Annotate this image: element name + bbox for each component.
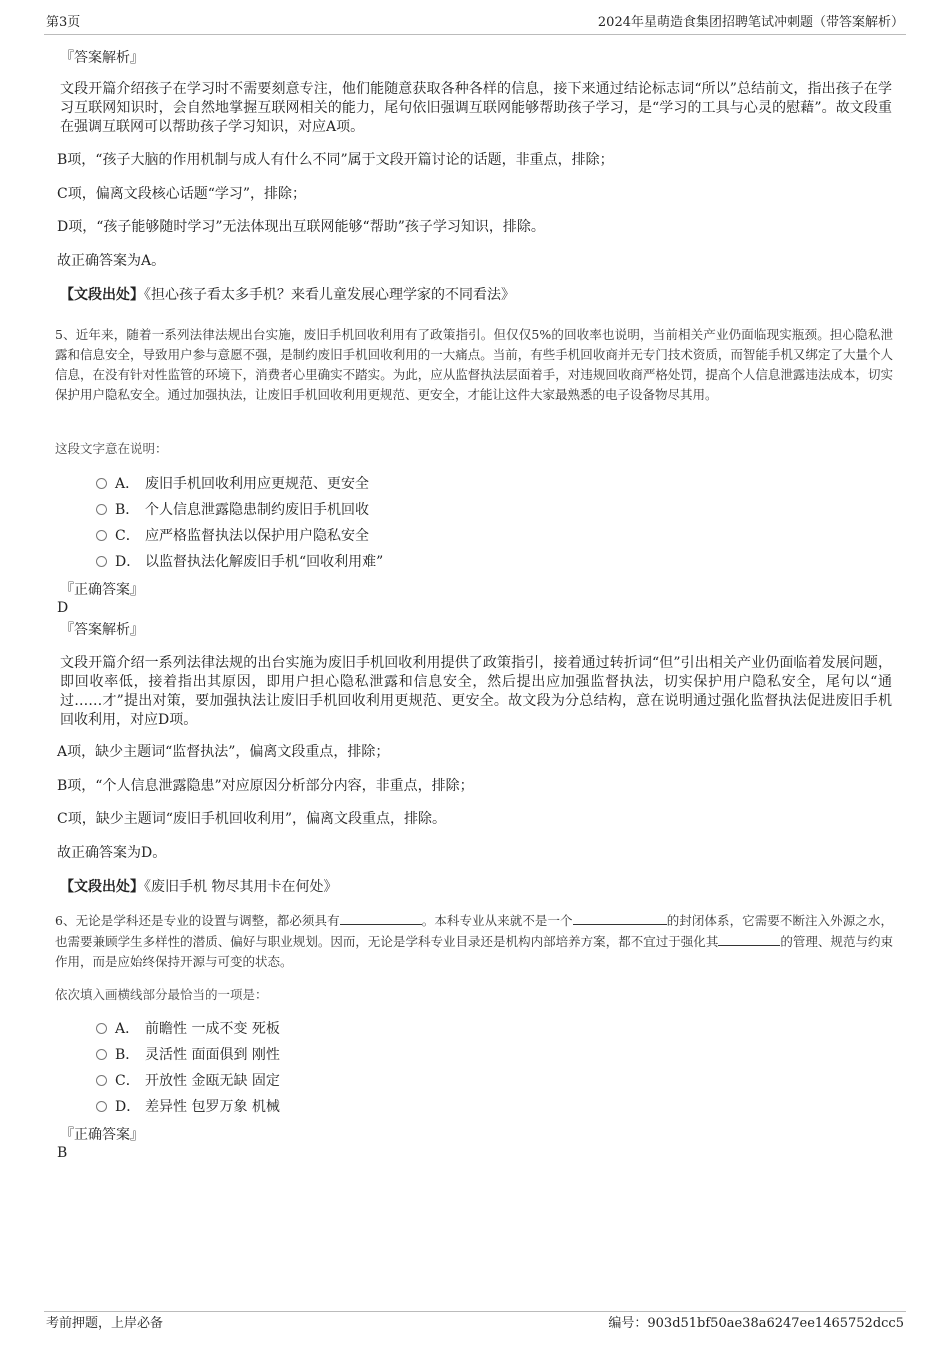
document-title: 2024年星萌造食集团招聘笔试冲刺题（带答案解析） [597,15,904,30]
fill-blank-1 [340,910,422,925]
q5-option-c-explanation: C项，缺少主题词“废旧手机回收利用”，偏离文段重点，排除。 [57,811,447,827]
q5-option-c[interactable]: C． 应严格监督执法以保护用户隐私安全 [96,525,369,547]
q5-option-a[interactable]: A． 废旧手机回收利用应更规范、更安全 [96,473,369,495]
document-id: 编号：903d51bf50ae38a6247ee1465752dcc5 [608,1316,904,1331]
page-header [44,14,906,35]
radio-icon[interactable] [96,1023,107,1034]
q4-analysis-paragraph: 文段开篇介绍孩子在学习时不需要刻意专注，他们能随意获取各种各样的信息，接下来通过结论标志词“所以”总结前文，指出孩子在学习互联网知识时，会自然地掌握互联网相关的能力，尾句依旧强调互联网能够帮助孩子学习，是“学习的工具与心灵的慰藉”。故文段重在强调互联网可以帮助孩子学习知识，对应A项。 [60,81,892,135]
q5-source-label: 【文段出处】 [60,879,144,895]
q5-question-text: 5、近年来，随着一系列法律法规出台实施，废旧手机回收利用有了政策指引。但仅仅5%的回收率也说明，当前相关产业仍面临现实瓶颈。担心隐私泄露和信息安全，导致用户参与意愿不强，是制约废旧手机回收利用的一大痛点。当前，有些手机回收商并无专门技术资质，而智能手机又绑定了大量个人信息，在没有针对性监管的环境下，消费者心里确实不踏实。为此，应从监督执法层面着手，对违规回收商严格处罚，提高个人信息泄露违法成本，切实保护用户隐私安全。通过加强执法，让废旧手机回收利用更规范、更安全，才能让这件大家最熟悉的电子设备物尽其用。 [55,327,893,402]
q4-analysis-label: 『答案解析』 [60,50,144,66]
q5-option-d[interactable]: D． 以监督执法化解废旧手机“回收利用难” [96,551,383,573]
q4-option-c-explanation: C项，偏离文段核心话题“学习”，排除； [57,186,307,202]
q5-answer: D [57,600,69,616]
fill-blank-2 [573,910,667,925]
radio-icon[interactable] [96,556,107,567]
q5-answer-label: 『正确答案』 [60,582,144,598]
q5-source [60,877,337,897]
q5-option-b[interactable]: B． 个人信息泄露隐患制约废旧手机回收 [96,499,369,521]
footer-slogan: 考前押题，上岸必备 [46,1316,164,1331]
q4-source [60,285,515,305]
q5-analysis-paragraph: 文段开篇介绍一系列法律法规的出台实施为废旧手机回收利用提供了政策指引，接着通过转折词“但”引出相关产业仍面临着发展问题，即回收率低，接着指出其原因，即用户担心隐私泄露和信息安全，然后提出应加强监督执法，切实保护用户隐私安全，尾句以“通过……才”提出对策，要加强执法让废旧手机回收利用更规范、更安全。故文段为分总结构，意在说明通过强化监督执法促进废旧手机回收利用，对应D项。 [60,655,892,728]
q4-option-b-explanation: B项，“孩子大脑的作用机制与成人有什么不同”属于文段开篇讨论的话题，非重点，排除； [57,152,614,168]
q6-question-text: 6、无论是学科还是专业的设置与调整，都必须具有 。本科专业从来就不是一个 的封闭体系，它需要不断注入外源之水，也需要兼顾学生多样性的潜质、偏好与职业规划。因而，无论是学科专业目录还是机构内部培养方案，都不宜过于强化其 的管理、规范与约束作用，而是应始终保持开源与可变的状态。 [55,910,893,972]
q6-option-d[interactable]: D． 差异性 包罗万象 机械 [96,1096,280,1118]
fill-blank-3 [718,931,780,946]
radio-icon[interactable] [96,1101,107,1112]
page-footer [44,1311,906,1331]
page-number: 第3页 [46,15,81,30]
q6-option-b[interactable]: B． 灵活性 面面俱到 刚性 [96,1044,280,1066]
q5-option-b-explanation: B项，“个人信息泄露隐患”对应原因分析部分内容，非重点，排除； [57,778,474,794]
q4-source-title: 《担心孩子看太多手机？来看儿童发展心理学家的不同看法》 [144,287,515,303]
radio-icon[interactable] [96,530,107,541]
q6-answer: B [57,1145,68,1161]
q6-option-a[interactable]: A． 前瞻性 一成不变 死板 [96,1018,280,1040]
q6-answer-label: 『正确答案』 [60,1127,144,1143]
q5-conclusion: 故正确答案为D。 [57,845,167,861]
q4-conclusion: 故正确答案为A。 [57,253,166,269]
q6-option-c[interactable]: C． 开放性 金瓯无缺 固定 [96,1070,280,1092]
radio-icon[interactable] [96,1075,107,1086]
radio-icon[interactable] [96,478,107,489]
q6-prompt: 依次填入画横线部分最恰当的一项是： [55,987,268,1002]
q5-option-a-explanation: A项，缺少主题词“监督执法”，偏离文段重点，排除； [57,744,390,760]
radio-icon[interactable] [96,1049,107,1060]
q5-analysis-label: 『答案解析』 [60,622,144,638]
q4-option-d-explanation: D项，“孩子能够随时学习”无法体现出互联网能够“帮助”孩子学习知识，排除。 [57,219,545,235]
q5-prompt: 这段文字意在说明： [55,441,168,456]
q4-source-label: 【文段出处】 [60,287,144,303]
q5-source-title: 《废旧手机 物尽其用卡在何处》 [144,879,338,895]
radio-icon[interactable] [96,504,107,515]
